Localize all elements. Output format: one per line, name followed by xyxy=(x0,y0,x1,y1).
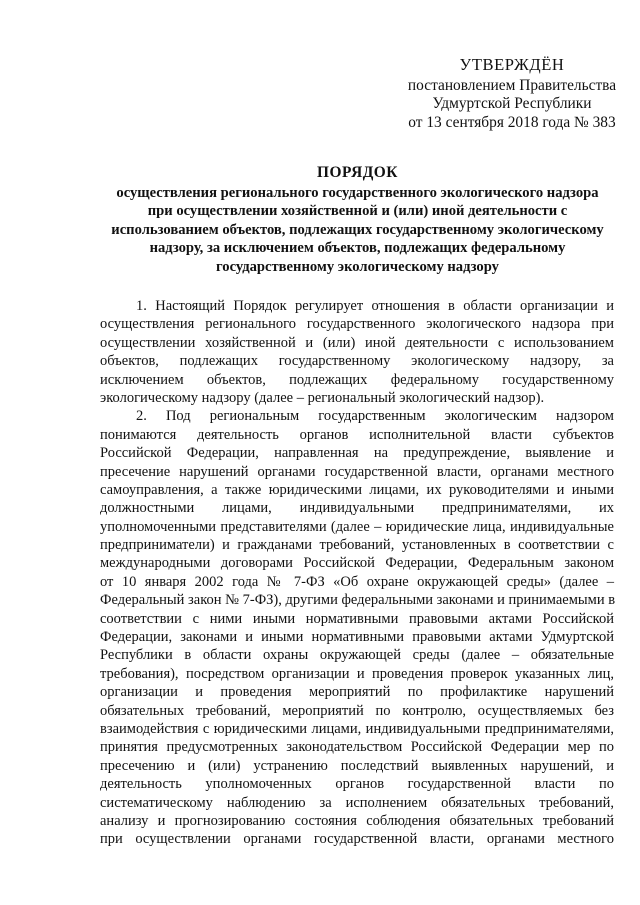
approval-line-1: постановлением Правительства xyxy=(407,76,617,94)
document-body xyxy=(100,297,614,849)
paragraph-2-line: понимаются деятельность органов исполнительной власти субъектов xyxy=(100,426,614,443)
paragraph-2-line: самоуправления, а также юридическими лицами, их руководителями и иными xyxy=(100,481,614,498)
paragraph-1-line: исключением объектов, подлежащих федеральному государственному xyxy=(100,371,614,388)
paragraph-2-line: обязательных требований, мероприятий по контролю, осуществляемых без xyxy=(100,702,614,719)
paragraph-2-line: пресечению и (или) устранению последствий выявленных нарушений, и xyxy=(100,757,614,774)
paragraph-1-line: объектов, подлежащих государственному экологическому надзору, за xyxy=(100,353,614,370)
title-line: надзору, за исключением объектов, подлежащих федеральному xyxy=(149,240,566,257)
paragraph-2-line: при осуществлении органами государственной власти, органами местного xyxy=(100,831,614,848)
approval-heading: УТВЕРЖДЁН xyxy=(459,55,565,74)
paragraph-2-line: деятельность уполномоченных органов государственной власти по xyxy=(100,776,614,793)
paragraph-2-line: международными договорами Российской Федерации, Федеральным законом xyxy=(100,555,614,572)
title-line: при осуществлении хозяйственной и (или) иной деятельности с xyxy=(147,203,568,220)
title-line: государственному экологическому надзору xyxy=(216,258,499,275)
paragraph-2-line: 2. Под региональным государственным экологическим надзором xyxy=(136,408,614,425)
approval-line-2: Удмуртской Республики xyxy=(432,95,592,112)
paragraph-1-line: осуществлении хозяйственной и (или) иной деятельности с использованием xyxy=(100,334,614,351)
paragraph-2-line: Федеральный закон № 7-ФЗ), другими федеральными законами и принимаемыми в xyxy=(100,592,616,609)
paragraph-2-line: Республики в области охраны окружающей среды (далее – обязательные xyxy=(100,647,614,664)
paragraph-2-line: соответствии с ними иными нормативными правовыми актами Российской xyxy=(100,610,614,627)
paragraph-2-line: анализу и прогнозированию состояния соблюдения обязательных требований xyxy=(100,812,614,829)
paragraph-2-line: взаимодействия с юридическими лицами, индивидуальными предпринимателями, xyxy=(100,720,614,737)
title-line: осуществления регионального государственного экологического надзора xyxy=(116,184,599,201)
paragraph-2-line: требования), посредством организации и проведения проверок указанных лиц, xyxy=(100,665,614,682)
approval-stamp xyxy=(392,56,632,132)
paragraph-1-line: экологическому надзору (далее – региональный экологический надзор). xyxy=(100,389,545,406)
paragraph-2-line: предприниматели) и гражданами требований, установленных в соответствии с xyxy=(100,537,614,554)
paragraph-2-line: пресечение нарушений органами государственной власти, органами местного xyxy=(100,463,614,480)
document-title-block xyxy=(100,164,615,277)
paragraph-2-line: уполномоченными представителями (далее – юридические лица, индивидуальные xyxy=(100,518,614,535)
paragraph-1-line: 1. Настоящий Порядок регулирует отношения в области организации и xyxy=(136,298,614,314)
paragraph-2-line: систематическому наблюдению за исполнением обязательных требований, xyxy=(100,794,614,811)
paragraph-2-line: организации и проведения мероприятий по профилактике нарушений xyxy=(100,684,614,701)
paragraph-2-line: Российской Федерации, направленная на предупреждение, выявление и xyxy=(100,445,614,462)
paragraph-2-line: должностными лицами, индивидуальными предпринимателями, их xyxy=(100,500,614,517)
paragraph-1-line: осуществления регионального государственного экологического надзора при xyxy=(100,316,614,333)
paragraph-2-line: принятия предусмотренных законодательством Российской Федерации мер по xyxy=(100,739,614,756)
title-line: использованием объектов, подлежащих государственному экологическому xyxy=(111,221,604,238)
approval-line-3: от 13 сентября 2018 года № 383 xyxy=(408,113,616,131)
document-title: ПОРЯДОК xyxy=(317,164,398,181)
paragraph-2-line: от 10 января 2002 года № 7-ФЗ «Об охране окружающей среды» (далее – xyxy=(100,573,614,590)
paragraph-2-line: Федерации, законами и иными нормативными правовыми актами Удмуртской xyxy=(100,629,614,646)
